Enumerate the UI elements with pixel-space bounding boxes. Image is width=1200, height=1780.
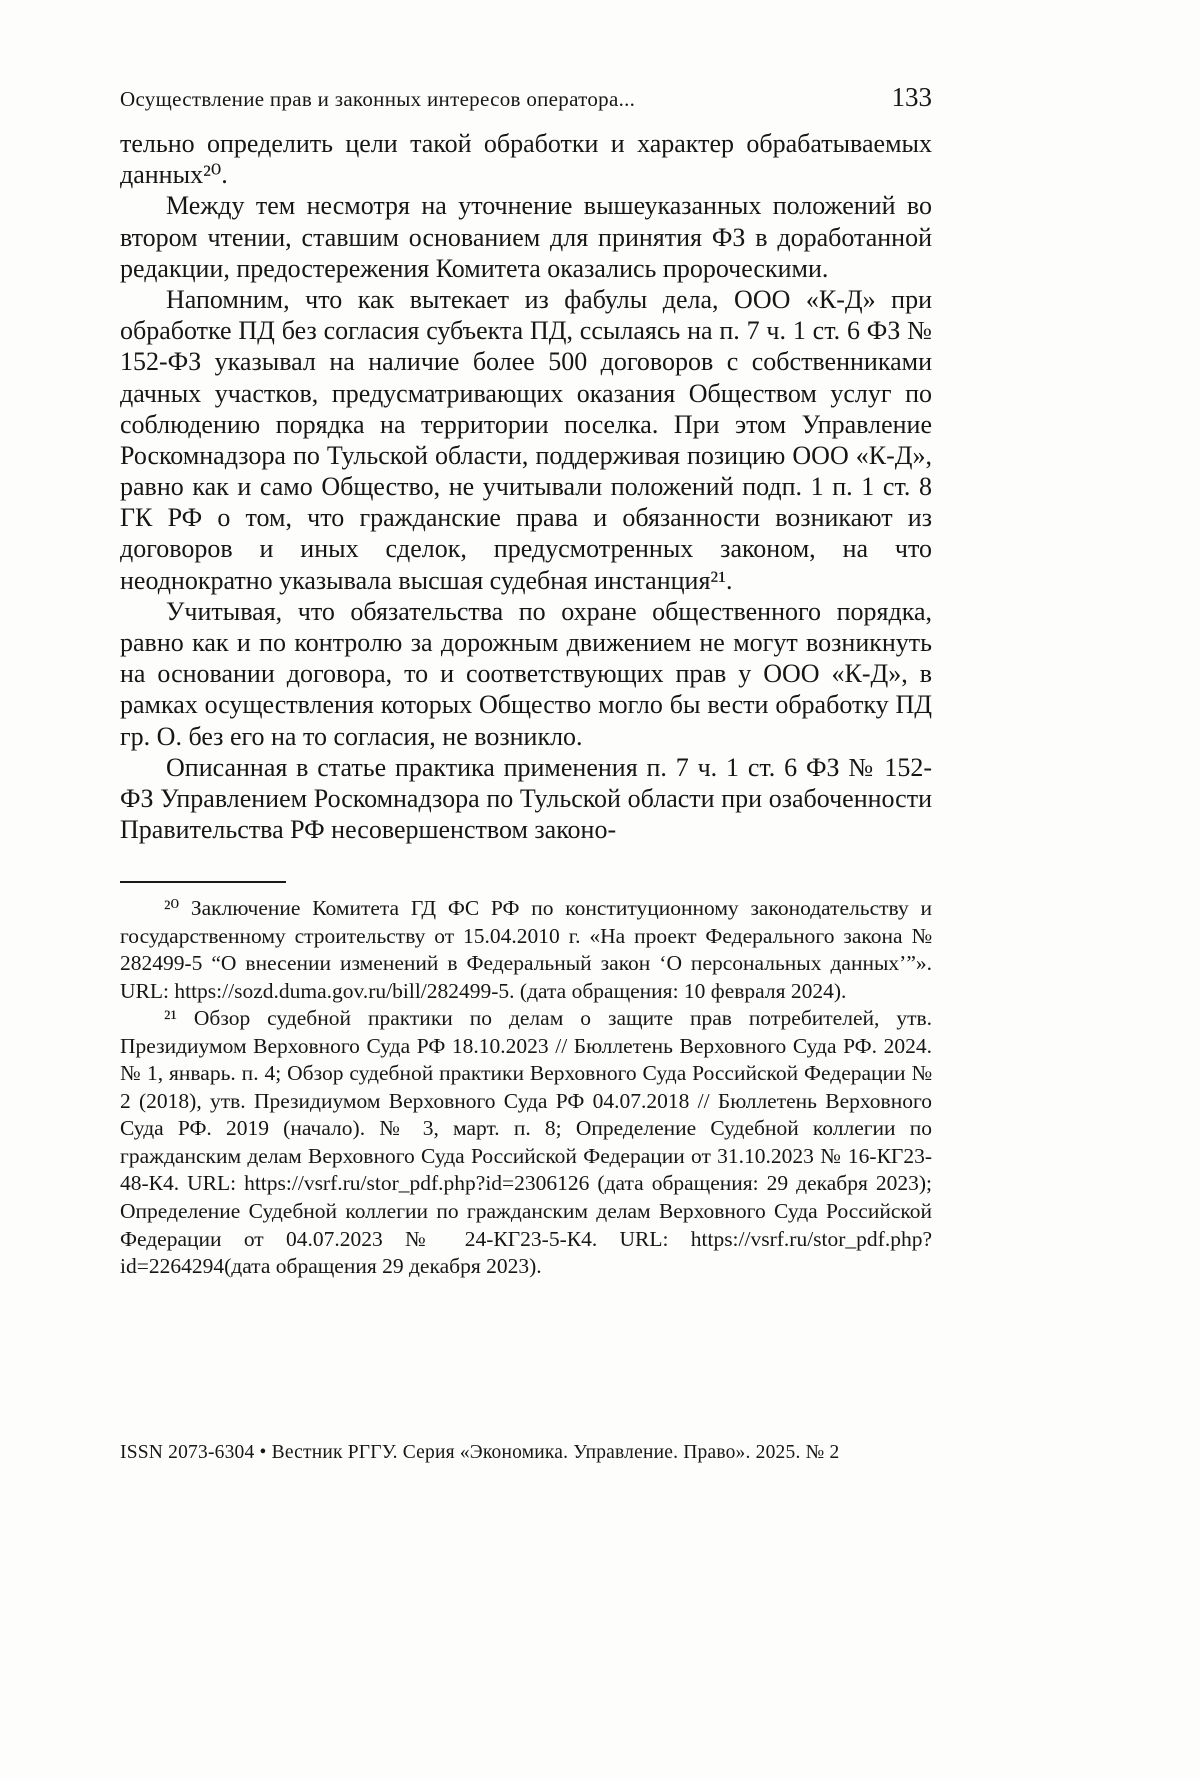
page-footer — [120, 1442, 932, 1464]
body-paragraph-3: Учитывая, что обязательства по охране общественного порядка, равно как и по контролю за дорожным движением не могут возникнуть на основании договора, то и соответствующих прав у ООО «К-Д», в рамках осуществления которых Общество могло бы вести обработку ПД гр. О. без его на то согласия, не возникло. — [120, 596, 932, 751]
footnote-20: ²⁰ Заключение Комитета ГД ФС РФ по конституционному законодательству и государственному строительству от 15.04.2010 г. «На проект Федерального закона № 282499-5 “О внесении изменений в Федеральный закон ‘О персональных данных’”». URL: https://sozd.duma.gov.ru/bill/282499-5. (дата обращения: 10 февраля 2024). — [120, 896, 932, 1003]
body-paragraph-1: Между тем несмотря на уточнение вышеуказанных положений во втором чтении, ставшим основанием для принятия ФЗ в доработанной редакции, предостережения Комитета оказались пророческими. — [120, 191, 932, 283]
body-paragraph-2: Напомним, что как вытекает из фабулы дела, ООО «К-Д» при обработке ПД без согласия субъекта ПД, ссылаясь на п. 7 ч. 1 ст. 6 ФЗ № 152-ФЗ указывал на наличие более 500 договоров с собственниками дачных участков, предусматривающих оказания Обществом услуг по соблюдению порядка на территории поселка. При этом Управление Роскомнадзора по Тульской области, поддерживая позицию ООО «К-Д», равно как и само Общество, не учитывали положений подп. 1 п. 1 ст. 8 ГК РФ о том, что гражданские права и обязанности возникают из договоров и иных сделок, предусмотренных законом, на что неоднократно указывала высшая судебная инстанция²¹. — [120, 284, 932, 595]
page-number: 133 — [891, 82, 932, 112]
body-paragraph-0: тельно определить цели такой обработки и характер обрабатываемых данных²⁰. — [120, 129, 932, 190]
page-content — [120, 128, 932, 1281]
journal-issn-line: ISSN 2073-6304 • Вестник РГГУ. Серия «Экономика. Управление. Право». 2025. № 2 — [120, 1442, 840, 1463]
footnote-21: ²¹ Обзор судебной практики по делам о защите прав потребителей, утв. Президиумом Верховного Суда РФ 18.10.2023 // Бюллетень Верховного Суда РФ. 2024. № 1, январь. п. 4; Обзор судебной практики Верховного Суда Российской Федерации № 2 (2018), утв. Президиумом Верховного Суда РФ 04.07.2018 // Бюллетень Верховного Суда РФ. 2019 (начало). № 3, март. п. 8; Определение Судебной коллегии по гражданским делам Верховного Суда Российской Федерации от 31.10.2023 № 16-КГ23-48-К4. URL: https://vsrf.ru/stor_pdf.php?id=2306126 (дата обращения: 29 декабря 2023); Определение Судебной коллегии по гражданским делам Верховного Суда Российской Федерации от 04.07.2023 № 24-КГ23-5-К4. URL: https://vsrf.ru/stor_pdf.php?id=2264294(дата обращения 29 декабря 2023). — [120, 1006, 932, 1279]
body-paragraph-4: Описанная в статье практика применения п. 7 ч. 1 ст. 6 ФЗ № 152-ФЗ Управлением Роскомнадзора по Тульской области при озабоченности Правительства РФ несовершенством законо- — [120, 752, 932, 845]
page-header — [120, 82, 932, 113]
footnote-separator — [120, 881, 286, 883]
footnotes-section — [120, 881, 932, 1280]
article-body — [120, 128, 932, 845]
running-title: Осуществление прав и законных интересов оператора... — [120, 87, 636, 111]
